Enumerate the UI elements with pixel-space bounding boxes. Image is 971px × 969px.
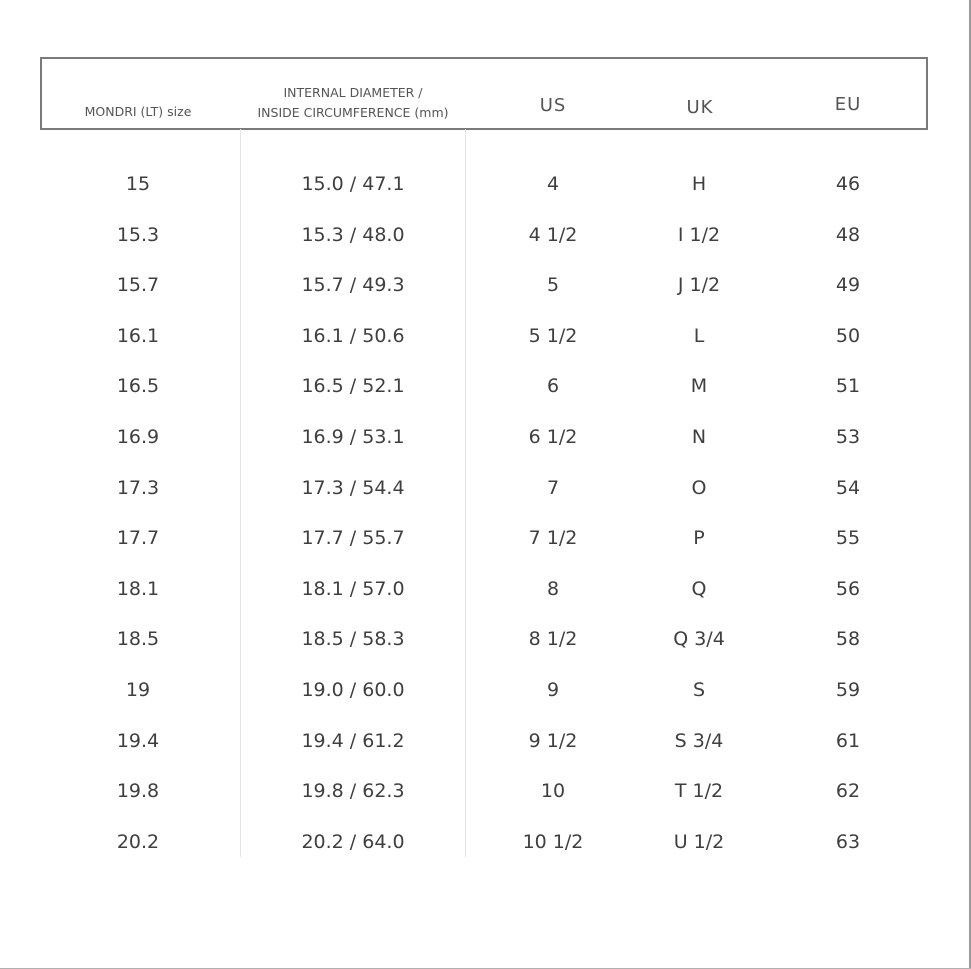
cell-mondri-size: 19.4 bbox=[116, 729, 160, 752]
cell-us-size: 7 bbox=[546, 476, 560, 499]
cell-us-size: 7 1/2 bbox=[528, 527, 578, 550]
cell-eu-size: 46 bbox=[835, 173, 861, 195]
cell-internal-diameter: 17.7 / 55.7 bbox=[301, 527, 405, 550]
table-row bbox=[0, 818, 971, 869]
cell-mondri-size: 17.7 bbox=[116, 527, 160, 550]
cell-mondri-size: 19.8 bbox=[116, 780, 160, 803]
table-row bbox=[0, 615, 971, 666]
cell-uk-size: J 1/2 bbox=[677, 274, 721, 297]
cell-eu-size: 53 bbox=[835, 425, 861, 448]
cell-internal-diameter: 15.0 / 47.1 bbox=[301, 173, 405, 195]
cell-internal-diameter: 15.3 / 48.0 bbox=[301, 223, 405, 246]
header-mondri-size: MONDRI (LT) size bbox=[84, 104, 192, 119]
table-row bbox=[0, 666, 971, 717]
table-row bbox=[0, 362, 971, 413]
cell-mondri-size: 20.2 bbox=[116, 830, 160, 853]
cell-internal-diameter: 16.5 / 52.1 bbox=[301, 375, 405, 398]
cell-us-size: 9 1/2 bbox=[528, 729, 578, 752]
cell-internal-diameter: 15.7 / 49.3 bbox=[301, 274, 405, 297]
cell-internal-diameter: 16.1 / 50.6 bbox=[301, 324, 405, 347]
cell-eu-size: 55 bbox=[835, 527, 861, 550]
cell-eu-size: 59 bbox=[835, 678, 861, 701]
cell-eu-size: 50 bbox=[835, 324, 861, 347]
cell-eu-size: 63 bbox=[835, 830, 861, 853]
table-row bbox=[0, 211, 971, 262]
cell-internal-diameter: 16.9 / 53.1 bbox=[301, 425, 405, 448]
cell-eu-size: 61 bbox=[835, 729, 861, 752]
cell-us-size: 5 1/2 bbox=[528, 324, 578, 347]
table-row bbox=[0, 261, 971, 312]
header-us: US bbox=[539, 95, 567, 116]
cell-us-size: 6 bbox=[546, 375, 560, 398]
table-row bbox=[0, 464, 971, 515]
cell-mondri-size: 16.5 bbox=[116, 375, 160, 398]
cell-us-size: 5 bbox=[546, 274, 560, 297]
cell-eu-size: 49 bbox=[835, 274, 861, 297]
cell-uk-size: N bbox=[691, 425, 707, 448]
cell-us-size: 4 bbox=[546, 173, 560, 195]
table-row bbox=[0, 717, 971, 768]
header-internal-diameter bbox=[240, 83, 466, 123]
cell-mondri-size: 16.9 bbox=[116, 425, 160, 448]
cell-uk-size: L bbox=[693, 324, 705, 347]
cell-uk-size: H bbox=[691, 173, 707, 195]
table-row bbox=[0, 565, 971, 616]
cell-us-size: 4 1/2 bbox=[528, 223, 578, 246]
cell-mondri-size: 16.1 bbox=[116, 324, 160, 347]
cell-mondri-size: 15 bbox=[125, 173, 151, 195]
cell-internal-diameter: 18.1 / 57.0 bbox=[301, 577, 405, 600]
cell-mondri-size: 18.5 bbox=[116, 628, 160, 651]
cell-uk-size: I 1/2 bbox=[677, 223, 721, 246]
cell-uk-size: T 1/2 bbox=[674, 780, 724, 803]
cell-uk-size: P bbox=[693, 527, 705, 550]
header-eu: EU bbox=[834, 94, 862, 115]
cell-eu-size: 62 bbox=[835, 780, 861, 803]
size-table-body bbox=[0, 160, 971, 868]
cell-eu-size: 56 bbox=[835, 577, 861, 600]
header-uk: UK bbox=[686, 97, 714, 118]
cell-internal-diameter: 19.0 / 60.0 bbox=[301, 678, 405, 701]
cell-us-size: 8 1/2 bbox=[528, 628, 578, 651]
cell-us-size: 10 bbox=[540, 780, 566, 803]
cell-uk-size: Q bbox=[691, 577, 707, 600]
cell-internal-diameter: 19.8 / 62.3 bbox=[301, 780, 405, 803]
cell-internal-diameter: 19.4 / 61.2 bbox=[301, 729, 405, 752]
table-row bbox=[0, 413, 971, 464]
cell-mondri-size: 18.1 bbox=[116, 577, 160, 600]
cell-us-size: 10 1/2 bbox=[522, 830, 584, 853]
cell-uk-size: Q 3/4 bbox=[673, 628, 725, 651]
cell-internal-diameter: 20.2 / 64.0 bbox=[301, 830, 405, 853]
cell-mondri-size: 15.7 bbox=[116, 274, 160, 297]
cell-mondri-size: 17.3 bbox=[116, 476, 160, 499]
cell-uk-size: S 3/4 bbox=[674, 729, 724, 752]
cell-mondri-size: 19 bbox=[125, 678, 151, 701]
table-row bbox=[0, 312, 971, 363]
table-row bbox=[0, 767, 971, 818]
cell-uk-size: O bbox=[691, 476, 707, 499]
header-diameter-line2: INSIDE CIRCUMFERENCE (mm) bbox=[257, 105, 449, 120]
cell-eu-size: 54 bbox=[835, 476, 861, 499]
cell-mondri-size: 15.3 bbox=[116, 223, 160, 246]
table-row bbox=[0, 514, 971, 565]
table-header-box bbox=[40, 57, 928, 130]
cell-internal-diameter: 17.3 / 54.4 bbox=[301, 476, 405, 499]
cell-eu-size: 48 bbox=[835, 223, 861, 246]
cell-uk-size: M bbox=[690, 375, 708, 398]
cell-eu-size: 51 bbox=[835, 375, 861, 398]
table-row bbox=[0, 160, 971, 211]
cell-us-size: 9 bbox=[546, 678, 560, 701]
cell-uk-size: U 1/2 bbox=[673, 830, 725, 853]
cell-internal-diameter: 18.5 / 58.3 bbox=[301, 628, 405, 651]
header-diameter-line1: INTERNAL DIAMETER / bbox=[283, 85, 423, 100]
cell-uk-size: S bbox=[692, 678, 706, 701]
cell-us-size: 6 1/2 bbox=[528, 425, 578, 448]
cell-eu-size: 58 bbox=[835, 628, 861, 651]
cell-us-size: 8 bbox=[546, 577, 560, 600]
